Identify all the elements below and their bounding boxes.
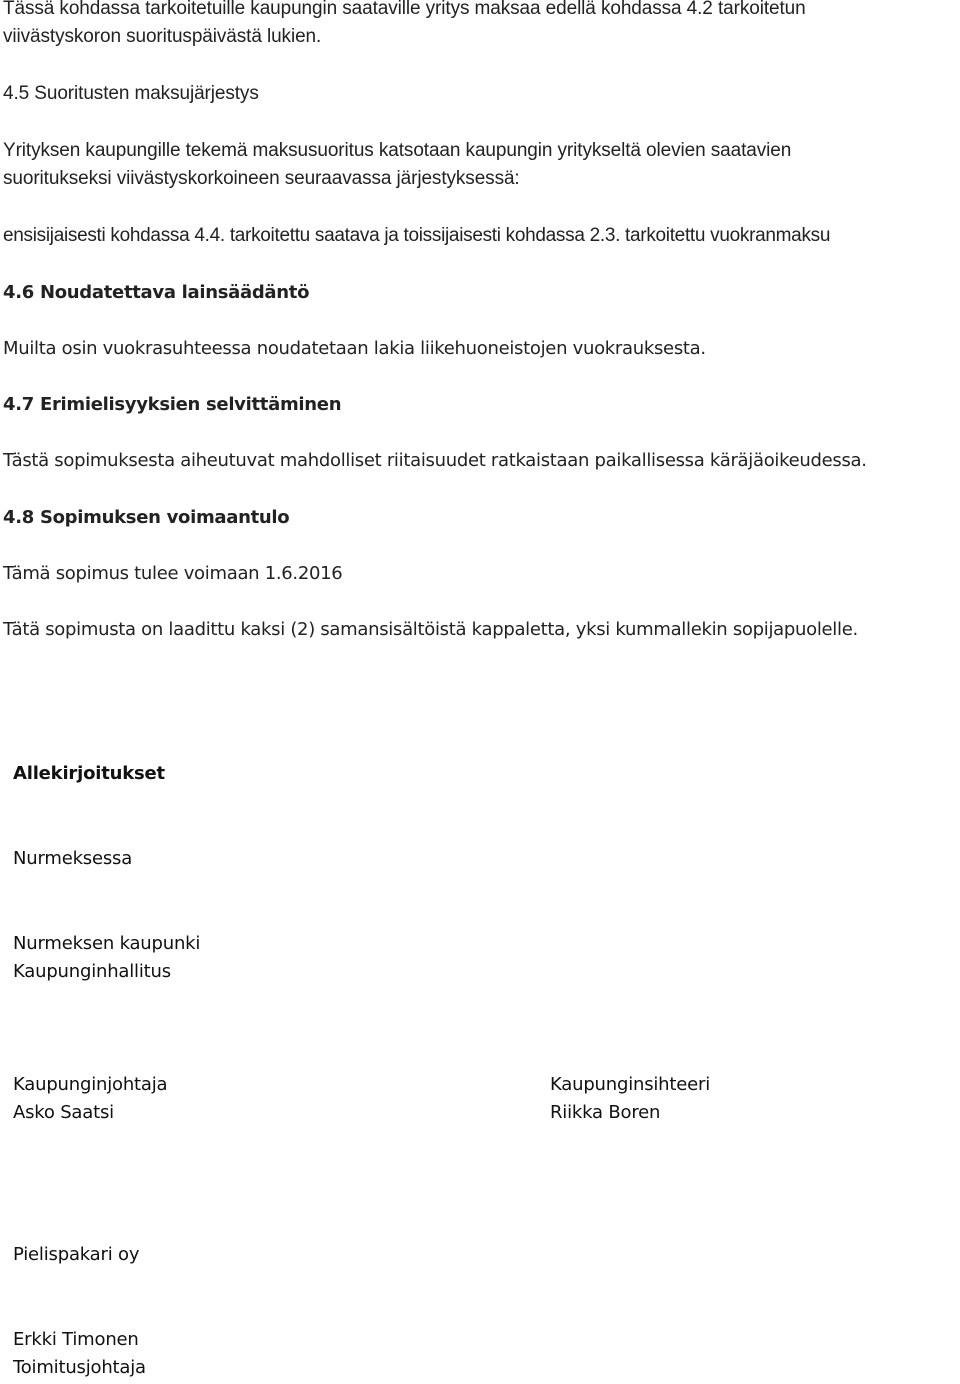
- signer-1-name: Asko Saatsi: [13, 1102, 114, 1123]
- signatures-heading: Allekirjoitukset: [13, 763, 165, 784]
- applicable-law-text: Muilta osin vuokrasuhteessa noudatetaan lakia liikehuoneistojen vuokrauksesta.: [3, 338, 706, 359]
- section-heading-4-8: 4.8 Sopimuksen voimaantulo: [3, 507, 290, 528]
- effective-date-text: Tämä sopimus tulee voimaan 1.6.2016: [3, 563, 343, 584]
- signer-3-name: Erkki Timonen: [13, 1329, 139, 1350]
- intro-line-1: Tässä kohdassa tarkoitetuille kaupungin saataville yritys maksaa edellä kohdassa 4.2 tarkoitetun: [3, 0, 806, 19]
- signing-place: Nurmeksessa: [13, 848, 133, 869]
- signer-3-title: Toimitusjohtaja: [13, 1357, 146, 1378]
- payment-order-line-1: Yrityksen kaupungille tekemä maksusuoritus katsotaan kaupungin yritykseltä olevien saatavien: [3, 140, 792, 161]
- city-name: Nurmeksen kaupunki: [13, 933, 201, 954]
- dispute-resolution-text: Tästä sopimuksesta aiheutuvat mahdolliset riitaisuudet ratkaistaan paikallisessa käräjäoikeudessa.: [3, 450, 867, 471]
- copies-text: Tätä sopimusta on laadittu kaksi (2) samansisältöistä kappaletta, yksi kummallekin sopijapuolelle.: [3, 619, 858, 640]
- payment-order-line-2: suoritukseksi viivästyskorkoineen seuraavassa järjestyksessä:: [3, 168, 520, 189]
- payment-order-sequence: ensisijaisesti kohdassa 4.4. tarkoitettu saatava ja toissijaisesti kohdassa 2.3. tarkoitettu vuokranmaksu: [3, 225, 831, 246]
- signer-2-name: Riikka Boren: [550, 1102, 661, 1123]
- section-heading-4-7: 4.7 Erimielisyyksien selvittäminen: [3, 394, 342, 415]
- section-heading-4-6: 4.6 Noudatettava lainsäädäntö: [3, 282, 310, 303]
- company-name: Pielispakari oy: [13, 1244, 140, 1265]
- section-heading-4-5: 4.5 Suoritusten maksujärjestys: [3, 83, 259, 104]
- signer-1-title: Kaupunginjohtaja: [13, 1074, 168, 1095]
- signer-2-title: Kaupunginsihteeri: [550, 1074, 710, 1095]
- intro-line-2: viivästyskoron suorituspäivästä lukien.: [3, 26, 322, 47]
- city-body: Kaupunginhallitus: [13, 961, 171, 982]
